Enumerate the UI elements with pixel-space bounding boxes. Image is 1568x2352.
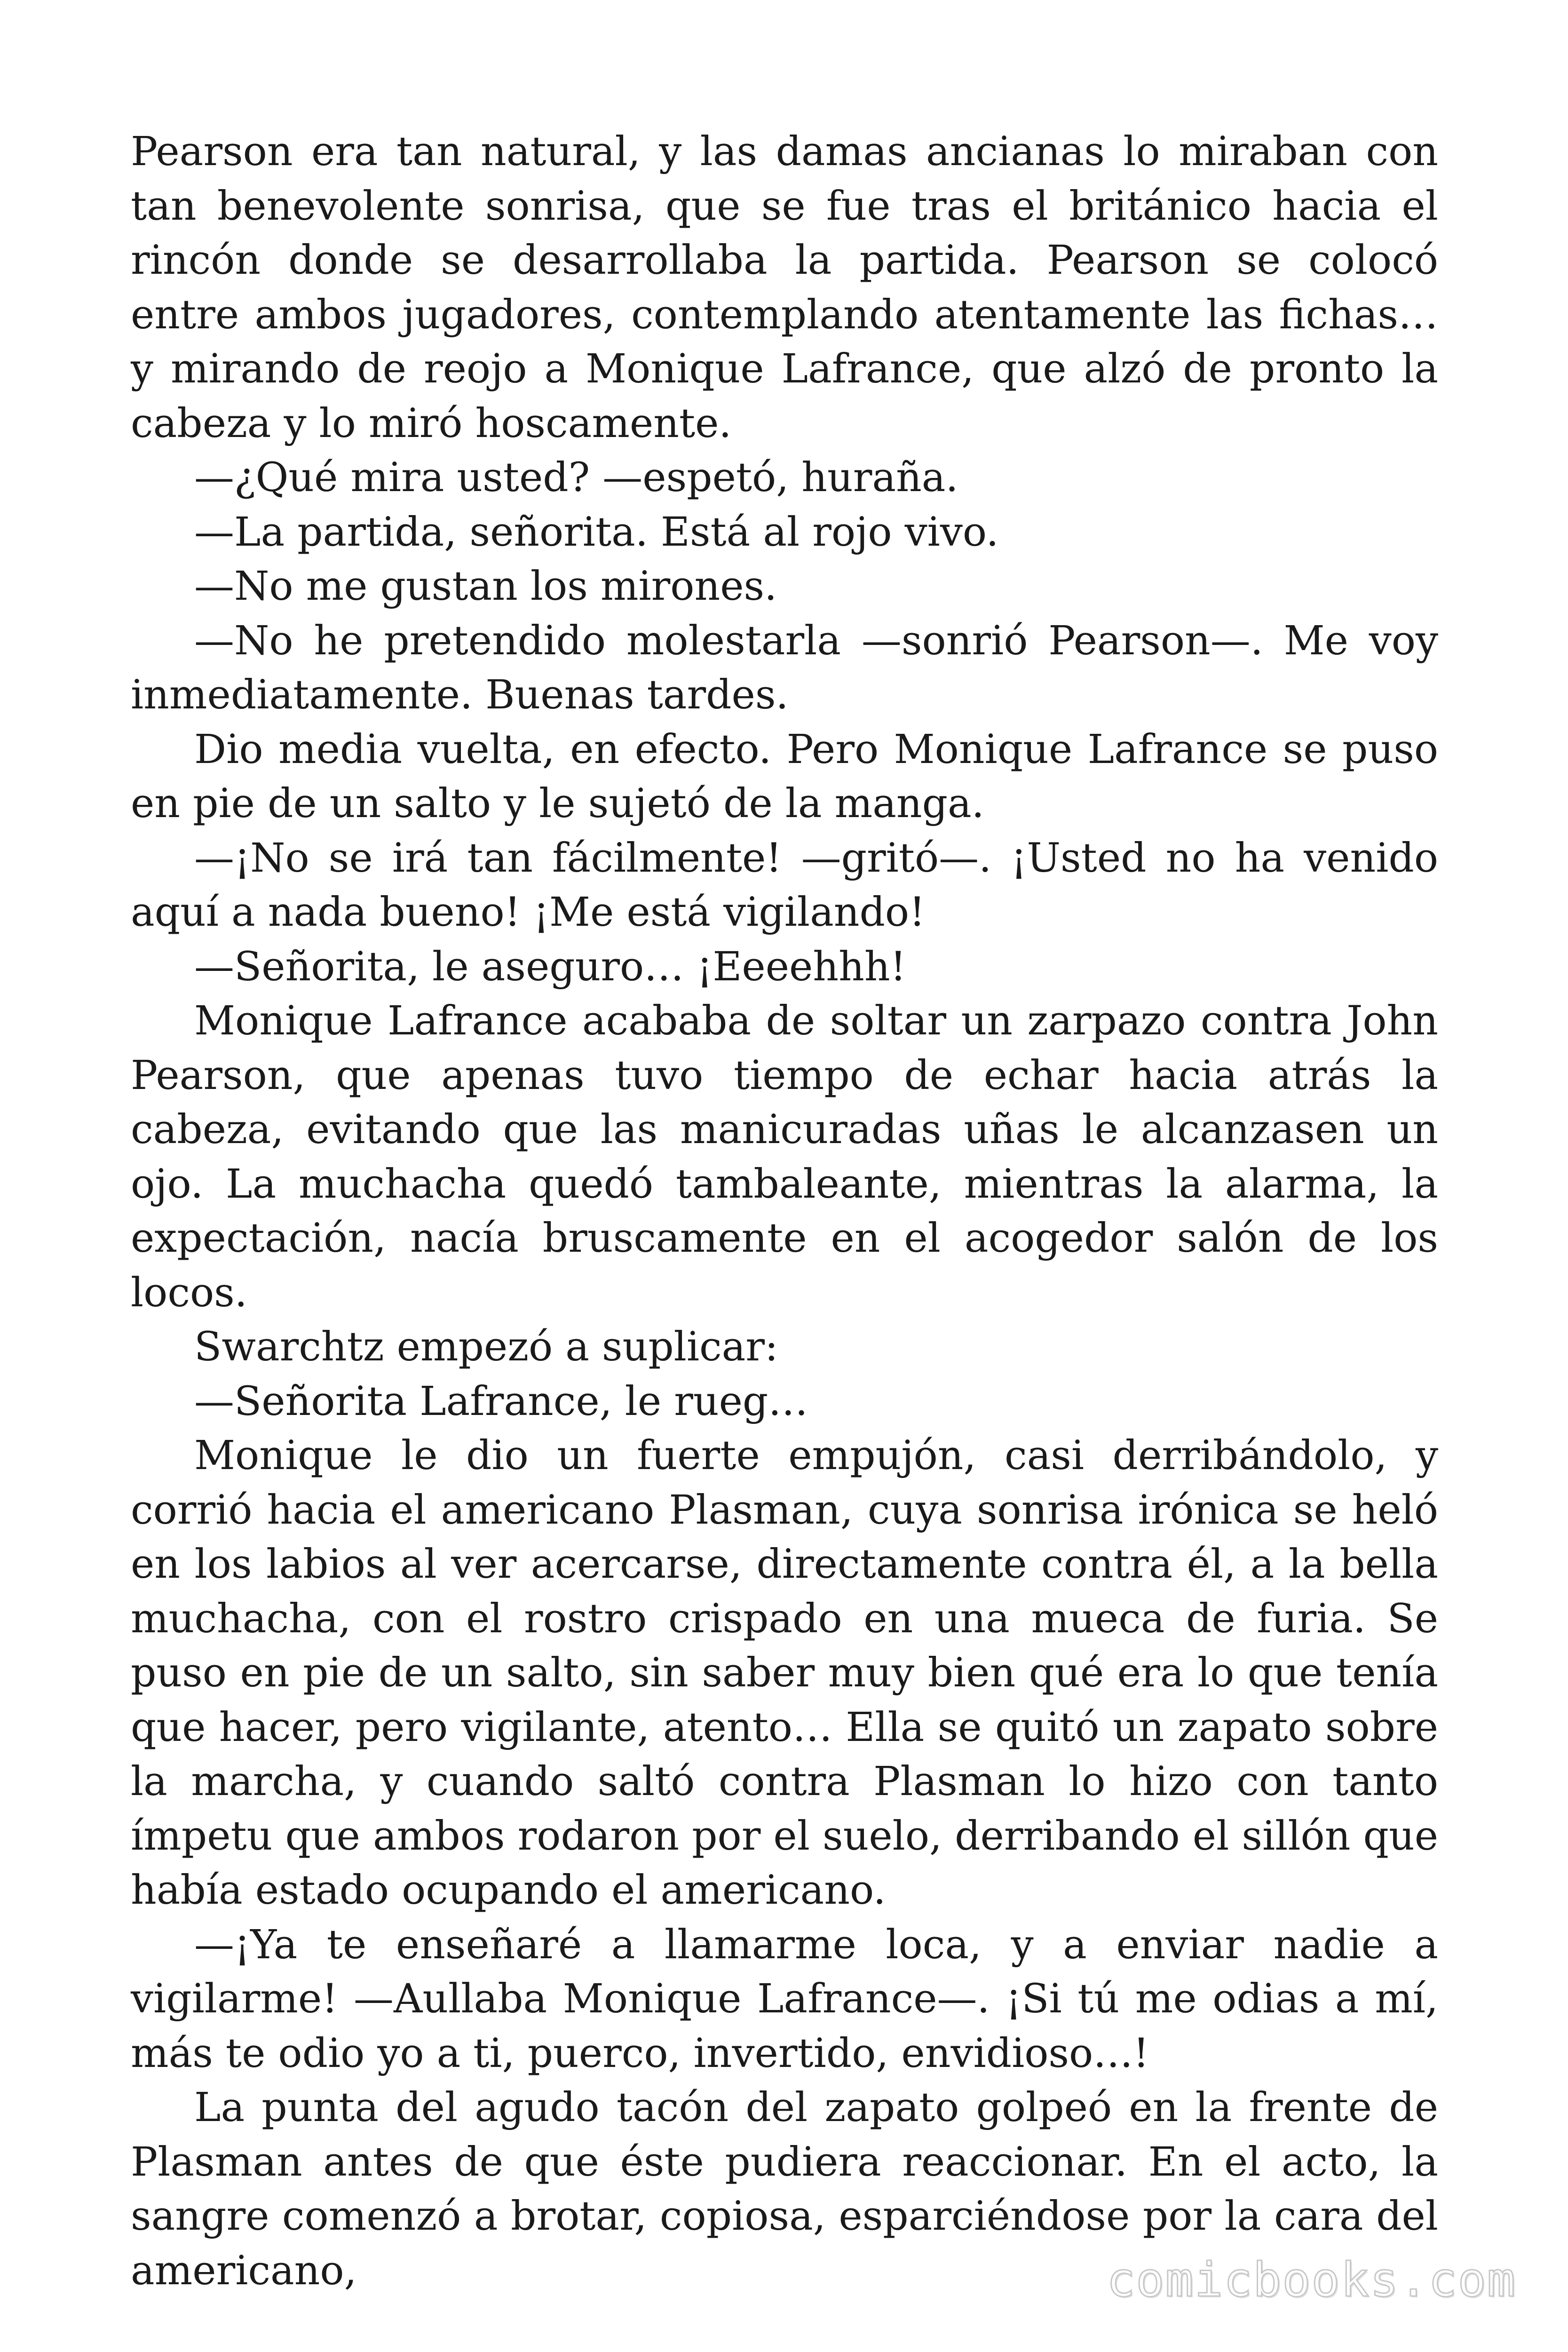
page-body <box>131 125 1438 2298</box>
paragraph: La punta del agudo tacón del zapato golpeó en la frente de Plasman antes de que éste pudiera reaccionar. En el acto, la sangre comenzó a brotar, copiosa, esparciéndose por la cara del americano, <box>131 2084 1438 2294</box>
paragraph: Dio media vuelta, en efecto. Pero Monique Lafrance se puso en pie de un salto y le sujetó de la manga. <box>131 726 1438 827</box>
paragraph: Pearson era tan natural, y las damas ancianas lo miraban con tan benevolente sonrisa, que se fue tras el británico hacia el rincón donde se desarrollaba la partida. Pearson se colocó entre ambos jugadores, contemplando atentamente las fichas… y mirando de reojo a Monique Lafrance, que alzó de pronto la cabeza y lo miró hoscamente. <box>131 128 1438 447</box>
paragraph: —La partida, señorita. Está al rojo vivo. <box>194 509 999 556</box>
paragraph: —Señorita, le aseguro… ¡Eeeehhh! <box>194 943 906 990</box>
paragraph: —No me gustan los mirones. <box>194 563 777 610</box>
paragraph: Monique le dio un fuerte empujón, casi derribándolo, y corrió hacia el americano Plasman, cuya sonrisa irónica se heló en los labios al ver acercarse, directamente contra él, a la bella muchacha, con el rostro crispado en una mueca de furia. Se puso en pie de un salto, sin saber muy bien qué era lo que tenía que hacer, pero vigilante, atento… Ella se quitó un zapato sobre la marcha, y cuando saltó contra Plasman lo hizo con tanto ímpetu que ambos rodaron por el suelo, derribando el sillón que había estado ocupando el americano. <box>131 1432 1438 1914</box>
paragraph: —No he pretendido molestarla —sonrió Pearson—. Me voy inmediatamente. Buenas tardes. <box>131 617 1438 718</box>
paragraph: —¿Qué mira usted? —espetó, huraña. <box>194 454 958 501</box>
paragraph: Swarchtz empezó a suplicar: <box>194 1324 778 1370</box>
paragraph: Monique Lafrance acababa de soltar un zarpazo contra John Pearson, que apenas tuvo tiempo de echar hacia atrás la cabeza, evitando que las manicuradas uñas le alcanzasen un ojo. La muchacha quedó tambaleante, mientras la alarma, la expectación, nacía bruscamente en el acogedor salón de los locos. <box>131 998 1438 1316</box>
paragraph: —¡Ya te enseñaré a llamarme loca, y a enviar nadie a vigilarme! —Aullaba Monique Lafrance—. ¡Si tú me odias a mí, más te odio yo a ti, puerco, invertido, envidioso…! <box>131 1921 1438 2077</box>
paragraph: —¡No se irá tan fácilmente! —gritó—. ¡Usted no ha venido aquí a nada bueno! ¡Me está vigilando! <box>131 834 1438 936</box>
paragraph: —Señorita Lafrance, le rueg… <box>194 1378 808 1425</box>
watermark: comicbooks.com <box>1107 2252 1516 2307</box>
